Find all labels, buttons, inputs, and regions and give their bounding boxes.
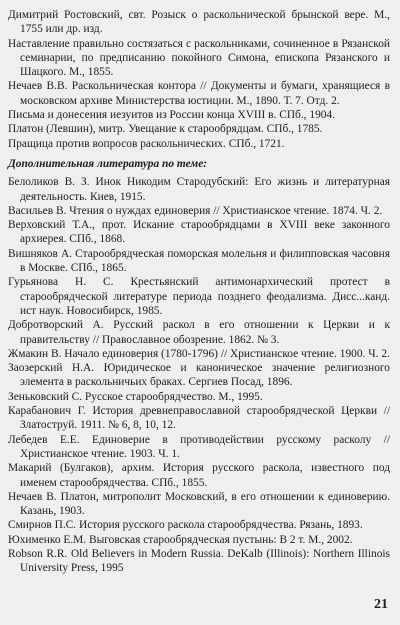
bibliography-entry: Письма и донесения иезуитов из России конца XVIII в. СПб., 1904.	[8, 109, 336, 122]
bibliography-entry: Димитрий Ростовский, свт. Розыск о раскольнической брынской вере. М., 1755 или др. изд.	[8, 9, 390, 36]
bibliography-entry: Макарий (Булгаков), архим. История русского раскола, известного под именем старообрядчества. СПб., 1855.	[8, 462, 390, 489]
bibliography-entry: Robson R.R. Old Believers in Modern Russia. DeKalb (Illinois): Northern Illinois University Press, 1995	[8, 547, 390, 575]
bibliography-entry: Вишняков А. Старообрядческая поморская молельня и филипповская часовня в Москве. СПб., 1865.	[8, 247, 390, 275]
section-heading: Дополнительная литература по теме:	[8, 157, 208, 170]
bibliography-entry: Нечаев В. Платон, митрополит Московский, в его отношении к единоверию. Казань, 1903.	[8, 490, 390, 518]
bibliography-entry: Зеньковский С. Русское старообрядчество. М., 1995.	[8, 390, 263, 403]
bibliography-entry: Заозерский Н.А. Юридическое и каноническое значение религиозного элемента в раскольничьих браках. Сергиев Посад, 1896.	[8, 362, 390, 389]
bibliography-primary	[8, 8, 390, 151]
bibliography-entry: Белоликов В. З. Инок Никодим Стародубский: Его жизнь и литературная деятельность. Киев, 1915.	[8, 176, 390, 203]
bibliography-additional	[8, 175, 390, 575]
bibliography-entry: Лебедев Е.Е. Единоверие в противодействии русскому расколу // Христианское чтение. 1903. Ч. 1.	[8, 433, 390, 460]
bibliography-entry: Смирнов П.С. История русского раскола старообрядчества. Рязань, 1893.	[8, 519, 363, 532]
page-number: 21	[374, 597, 388, 612]
bibliography-entry: Платон (Левшин), митр. Увещание к старообрядцам. СПб., 1785.	[8, 123, 323, 136]
bibliography-entry: Добротворский А. Русский раскол в его отношении к Церкви и к правительству // Православное обозрение. 1862. № 3.	[8, 319, 390, 346]
bibliography-entry: Наставление правильно состязаться с раскольниками, сочиненное в Рязанской семинарии, по предписанию покойного Симона, епископа Рязанского и Шацкого. М., 1855.	[8, 37, 390, 79]
bibliography-entry: Верховский Т.А., прот. Искание старообрядцами в XVIII веке законного архиерея. СПб., 1868.	[8, 219, 390, 246]
bibliography-entry: Пращица против вопросов раскольнических. СПб., 1721.	[8, 137, 285, 150]
bibliography-entry: Гурьянова Н. С. Крестьянский антимонархический протест в старообрядческой литературе периода позднего феодализма. Дисс...канд. ист наук. Новосибирск, 1985.	[8, 276, 390, 317]
bibliography-entry: Карабанович Г. История древнеправославной старообрядческой Церкви // Златоструй. 1911. № 6, 8, 10, 12.	[8, 405, 390, 432]
bibliography-entry: Юхименко Е.М. Выговская старообрядческая пустынь: В 2 т. М., 2002.	[8, 533, 353, 546]
bibliography-entry: Жмакин В. Начало единоверия (1780-1796) // Христианское чтение. 1900. Ч. 2.	[8, 347, 390, 360]
bibliography-entry: Васильев В. Чтения о нуждах единоверия // Христианское чтение. 1874. Ч. 2.	[8, 204, 383, 217]
bibliography-entry: Нечаев В.В. Раскольническая контора // Документы и бумаги, хранящиеся в московском архиве Министерства юстиции. М., 1890. Т. 7. Отд. 2.	[8, 80, 390, 107]
